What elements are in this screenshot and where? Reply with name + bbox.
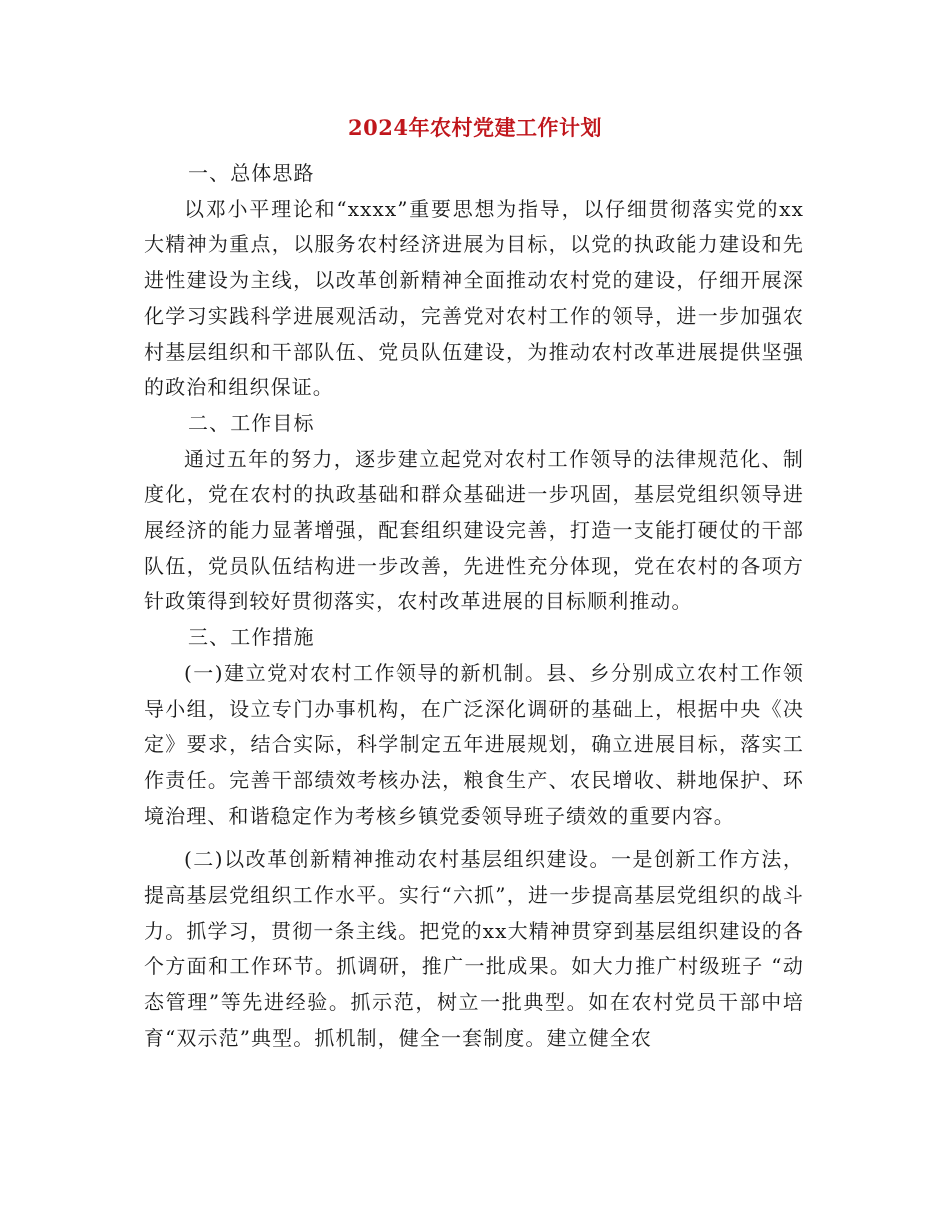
section-heading-work-measures: 三、工作措施 [188, 625, 315, 650]
document-body [144, 156, 804, 1057]
paragraph-measure-1: (一)建立党对农村工作领导的新机制。县、乡分别成立农村工作领导小组，设立专门办事机构，在广泛深化调研的基础上，根据中央《决定》要求，结合实际，科学制定五年进展规划，确立进展目标，落实工作责任。完善干部绩效考核办法，粮食生产、农民增收、耕地保护、环境治理、和谐稳定作为考核乡镇党委领导班子绩效的重要内容。 [144, 660, 804, 828]
paragraph-overall-approach: 以邓小平理论和“xxxx”重要思想为指导，以仔细贯彻落实党的xx大精神为重点，以服务农村经济进展为目标，以党的执政能力建设和先进性建设为主线，以改革创新精神全面推动农村党的建设，仔细开展深化学习实践科学进展观活动，完善党对农村工作的领导，进一步加强农村基层组织和干部队伍、党员队伍建设，为推动农村改革进展提供坚强的政治和组织保证。 [144, 196, 804, 400]
section-heading-work-goals: 二、工作目标 [188, 410, 315, 435]
paragraph-gap [144, 834, 804, 842]
section-heading-overall-approach: 一、总体思路 [188, 161, 315, 185]
document-title: 2024年农村党建工作计划 [348, 115, 602, 140]
paragraph-work-goals: 通过五年的努力，逐步建立起党对农村工作领导的法律规范化、制度化，党在农村的执政基础和群众基础进一步巩固，基层党组织领导进展经济的能力显著增强，配套组织建设完善，打造一支能打硬仗的干部队伍，党员队伍结构进一步改善，先进性充分体现，党在农村的各项方针政策得到较好贯彻落实，农村改革进展的目标顺利推动。 [144, 446, 804, 614]
paragraph-measure-2: (二)以改革创新精神推动农村基层组织建设。一是创新工作方法，提高基层党组织工作水平。实行“六抓”，进一步提高基层党组织的战斗力。抓学习，贯彻一条主线。把党的xx大精神贯穿到基层组织建设的各个方面和工作环节。抓调研，推广一批成果。如大力推广村级班子 “动态管理”等先进经验。抓示范，树立一批典型。如在农村党员干部中培育“双示范”典型。抓机制，健全一套制度。建立健全农 [144, 847, 805, 1050]
